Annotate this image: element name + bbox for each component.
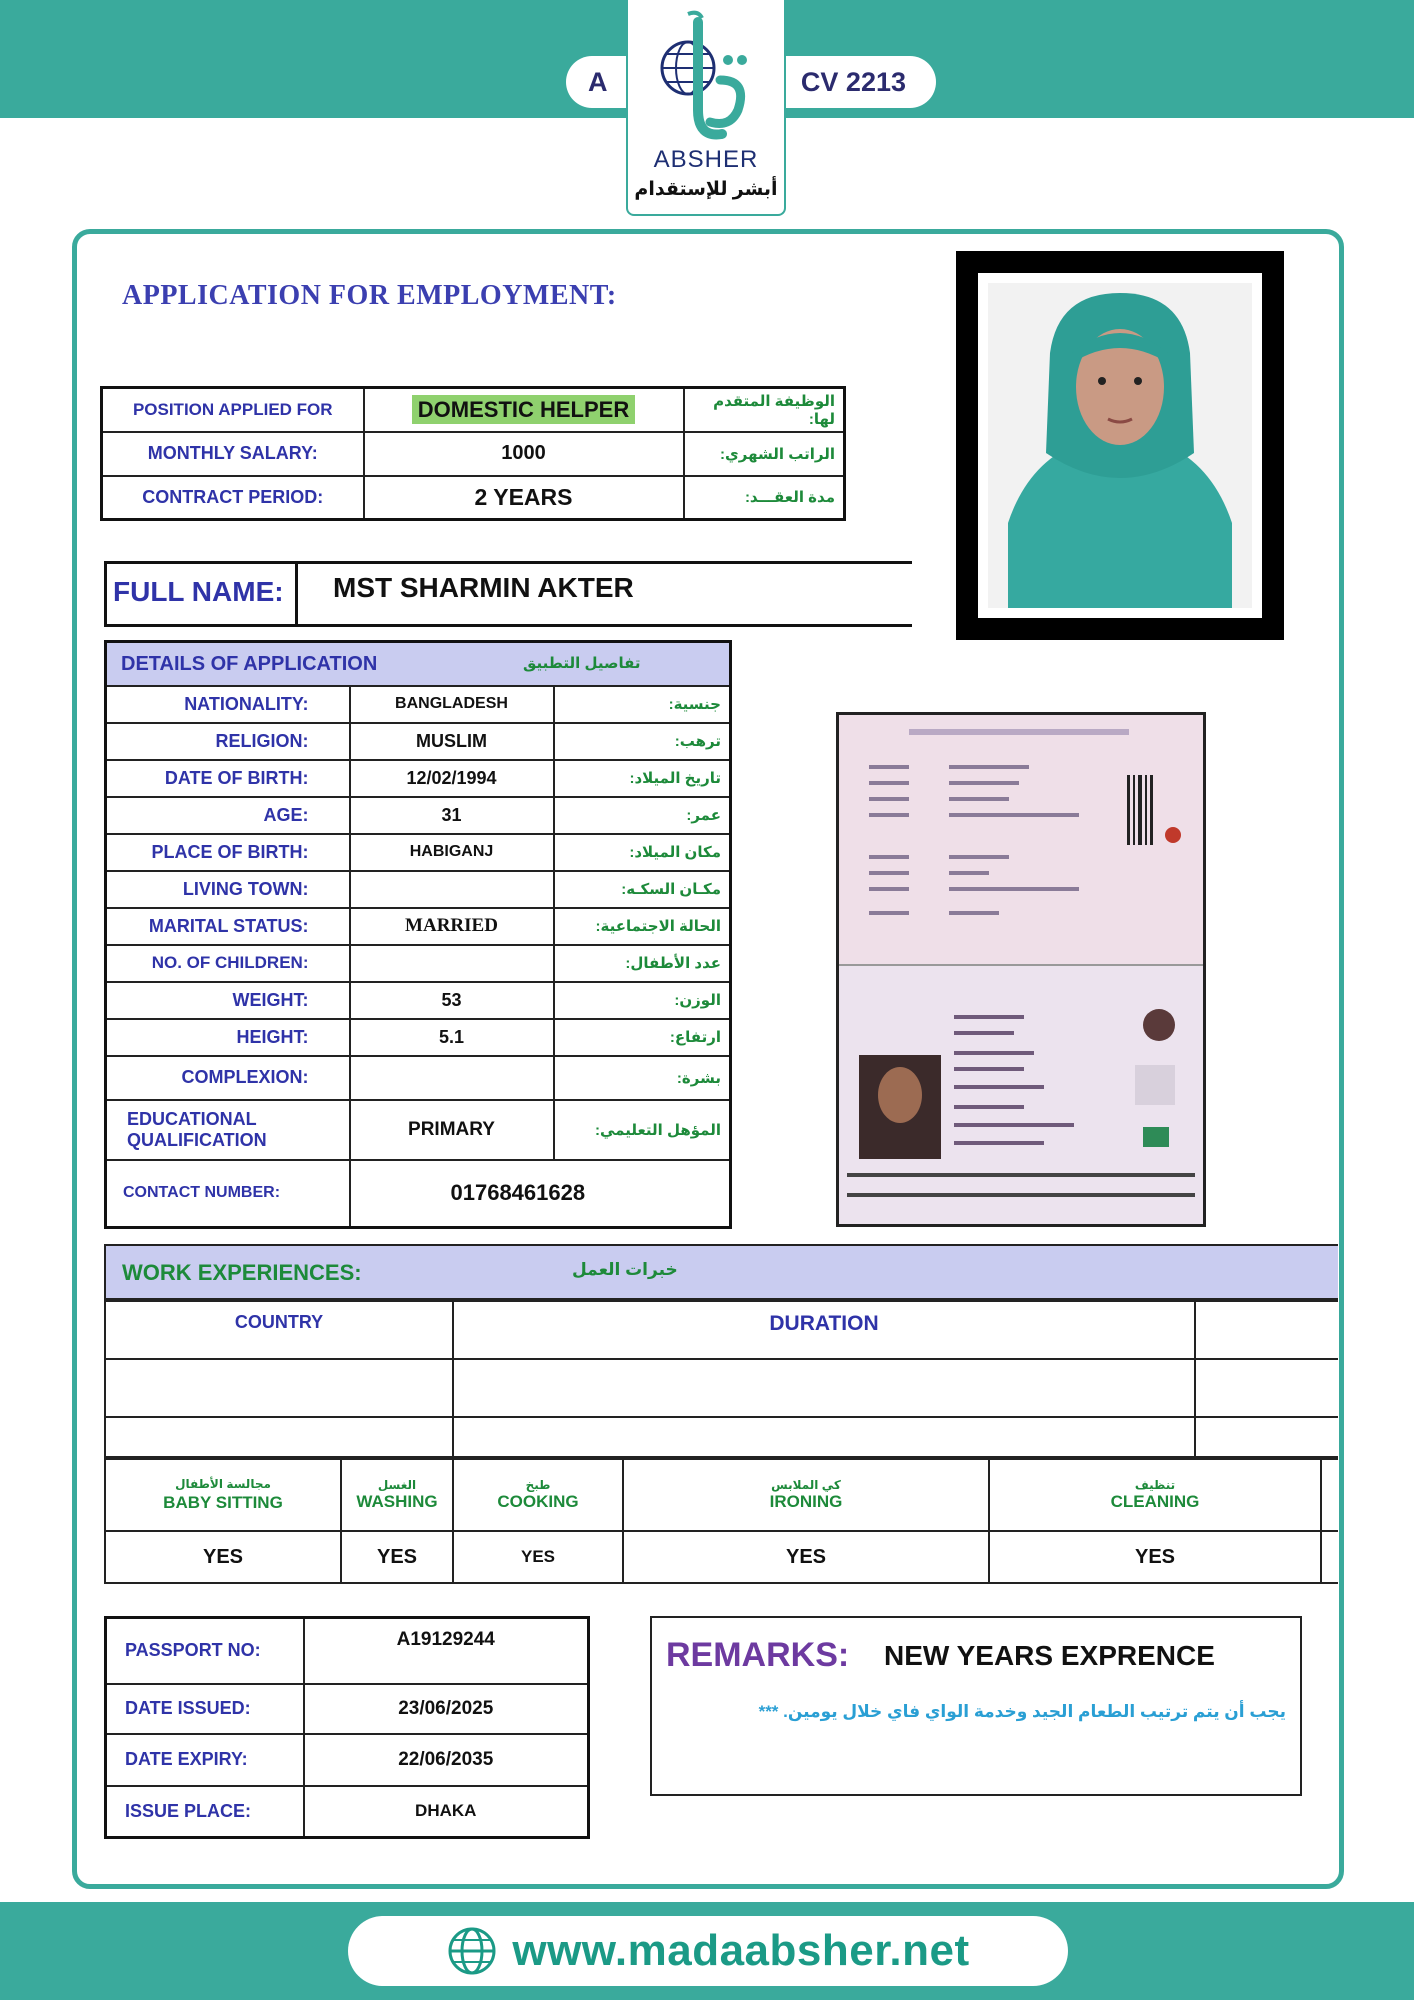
skill-en: IRONING [769, 1492, 843, 1511]
duration-header [453, 1301, 1195, 1359]
dob-value: 12/02/1994 [350, 760, 554, 797]
complexion-label-ar: بشرة: [554, 1056, 731, 1100]
skill-extra-cell [1321, 1531, 1338, 1583]
passport-table [104, 1616, 590, 1839]
remarks-value: NEW YEARS EXPRENCE [884, 1640, 1215, 1671]
date-expiry-label: DATE EXPIRY: [106, 1734, 304, 1786]
date-issued-label: DATE ISSUED: [106, 1684, 304, 1734]
date-expiry-value: 22/06/2035 [304, 1734, 589, 1786]
skill-baby-sitting [105, 1459, 341, 1531]
skill-cleaning-value: YES [989, 1531, 1321, 1583]
code-right-pill [760, 56, 936, 108]
education-value: PRIMARY [350, 1100, 554, 1160]
education-label: EDUCATIONAL QUALIFICATION [106, 1100, 350, 1160]
age-label-ar: عمر: [554, 797, 731, 834]
nationality-label-ar: جنسية: [554, 686, 731, 723]
contract-label-ar: مدة العقـــد: [684, 476, 845, 520]
details-header-ar: تفاصيل التطبيق [523, 655, 641, 672]
logo-text-ar: أبشر للإستقدام [634, 179, 778, 200]
skill-ar: تنظيف [1134, 1478, 1176, 1492]
work-experience-header [104, 1244, 1338, 1300]
position-value-text: DOMESTIC HELPER [412, 395, 635, 424]
living-town-label: LIVING TOWN: [106, 871, 350, 908]
work-extra-col [1195, 1301, 1338, 1359]
pob-value: HABIGANJ [350, 834, 554, 871]
full-name-divider [295, 564, 298, 624]
work-country-cell [105, 1417, 453, 1457]
salary-value: 1000 [364, 432, 684, 476]
logo-text-en: ABSHER [653, 146, 759, 173]
age-value: 31 [350, 797, 554, 834]
code-right: CV 2213 [800, 66, 906, 97]
complexion-value [350, 1056, 554, 1100]
dob-label: DATE OF BIRTH: [106, 760, 350, 797]
weight-label-ar: الوزن: [554, 982, 731, 1019]
height-label-ar: ارتفاع: [554, 1019, 731, 1056]
pob-label-ar: مكان الميلاد: [554, 834, 731, 871]
work-extra-cell [1195, 1417, 1338, 1457]
skill-baby-sitting-value: YES [105, 1531, 341, 1583]
height-label: HEIGHT: [106, 1019, 350, 1056]
marital-value: MARRIED [350, 908, 554, 945]
skill-ar: الغسل [377, 1478, 417, 1492]
country-header-text: COUNTRY [234, 1312, 324, 1332]
passport-no-label: PASSPORT NO: [106, 1618, 304, 1684]
remarks-box [650, 1616, 1302, 1796]
website-url: www.madaabsher.net [512, 1926, 970, 1975]
contact-label: CONTACT NUMBER: [106, 1160, 350, 1228]
salary-label: MONTHLY SALARY: [102, 432, 364, 476]
country-header [105, 1301, 453, 1359]
logo [626, 0, 786, 216]
position-label: POSITION APPLIED FOR [102, 388, 364, 432]
globe-icon [446, 1925, 498, 1977]
skills-table [104, 1458, 1338, 1584]
globe-logo-icon [658, 10, 754, 146]
marital-label: MARITAL STATUS: [106, 908, 350, 945]
work-duration-cell [453, 1417, 1195, 1457]
skill-ironing-value: YES [623, 1531, 989, 1583]
skill-washing [341, 1459, 453, 1531]
details-header [106, 642, 731, 686]
skill-ar: مجالسة الأطفال [175, 1477, 271, 1491]
children-label-ar: عدد الأطفال: [554, 945, 731, 982]
complexion-label: COMPLEXION: [106, 1056, 350, 1100]
religion-value: MUSLIM [350, 723, 554, 760]
work-extra-cell [1195, 1359, 1338, 1417]
issue-place-value: DHAKA [304, 1786, 589, 1838]
weight-label: WEIGHT: [106, 982, 350, 1019]
contract-value: 2 YEARS [364, 476, 684, 520]
work-experience-table [104, 1300, 1338, 1458]
details-table [104, 640, 732, 1229]
remarks-label: REMARKS: [666, 1636, 850, 1674]
religion-label: RELIGION: [106, 723, 350, 760]
full-name-label: FULL NAME: [113, 576, 284, 607]
position-label-ar: الوظيفة المتقدم لها: [684, 388, 845, 432]
code-left: A [588, 66, 608, 97]
issue-place-label: ISSUE PLACE: [106, 1786, 304, 1838]
skill-cooking [453, 1459, 623, 1531]
full-name-value: MST SHARMIN AKTER [333, 572, 634, 603]
work-duration-cell [453, 1359, 1195, 1417]
marital-label-ar: الحالة الاجتماعية: [554, 908, 731, 945]
education-label-ar: المؤهل التعليمي: [554, 1100, 731, 1160]
contact-value: 01768461628 [350, 1160, 731, 1228]
date-issued-value: 23/06/2025 [304, 1684, 589, 1734]
website-link[interactable] [348, 1916, 1068, 1986]
skill-ar: طبخ [525, 1478, 551, 1492]
applicant-photo [956, 251, 1284, 640]
dob-label-ar: تاريخ الميلاد: [554, 760, 731, 797]
full-name-row [104, 561, 912, 627]
skill-cooking-value: YES [453, 1531, 623, 1583]
skill-en: CLEANING [1110, 1492, 1200, 1511]
children-label: NO. OF CHILDREN: [106, 945, 350, 982]
duration-header-text: DURATION [769, 1312, 879, 1335]
skill-ar: كي الملابس [771, 1478, 841, 1492]
age-label: AGE: [106, 797, 350, 834]
page-title: APPLICATION FOR EMPLOYMENT: [122, 280, 617, 311]
skill-en: COOKING [497, 1492, 579, 1511]
position-table [100, 386, 846, 521]
passport-no-value: A19129244 [304, 1618, 589, 1684]
pob-label: PLACE OF BIRTH: [106, 834, 350, 871]
height-value: 5.1 [350, 1019, 554, 1056]
children-value [350, 945, 554, 982]
skill-en: BABY SITTING [163, 1493, 283, 1512]
living-town-value [350, 871, 554, 908]
religion-label-ar: ترهب: [554, 723, 731, 760]
skill-ironing [623, 1459, 989, 1531]
passport-scan-image [836, 712, 1206, 1227]
work-experience-title: WORK EXPERIENCES: [122, 1260, 362, 1285]
contract-label: CONTRACT PERIOD: [102, 476, 364, 520]
portrait-icon [988, 283, 1252, 608]
weight-value: 53 [350, 982, 554, 1019]
skill-en: WASHING [356, 1492, 438, 1511]
salary-label-ar: الراتب الشهري: [684, 432, 845, 476]
remarks-arabic: يجب أن يتم ترتيب الطعام الجيد وخدمة الواي فاي خلال يومين. *** [758, 1702, 1286, 1721]
details-header-en: DETAILS OF APPLICATION [121, 653, 378, 675]
nationality-label: NATIONALITY: [106, 686, 350, 723]
skill-washing-value: YES [341, 1531, 453, 1583]
living-town-label-ar: مكـان السكـه: [554, 871, 731, 908]
work-country-cell [105, 1359, 453, 1417]
nationality-value: BANGLADESH [350, 686, 554, 723]
position-value [364, 388, 684, 432]
skill-cleaning [989, 1459, 1321, 1531]
passport-icon [839, 715, 1203, 1224]
skill-extra-col [1321, 1459, 1338, 1531]
work-experience-title-ar: خبرات العمل [572, 1260, 678, 1279]
